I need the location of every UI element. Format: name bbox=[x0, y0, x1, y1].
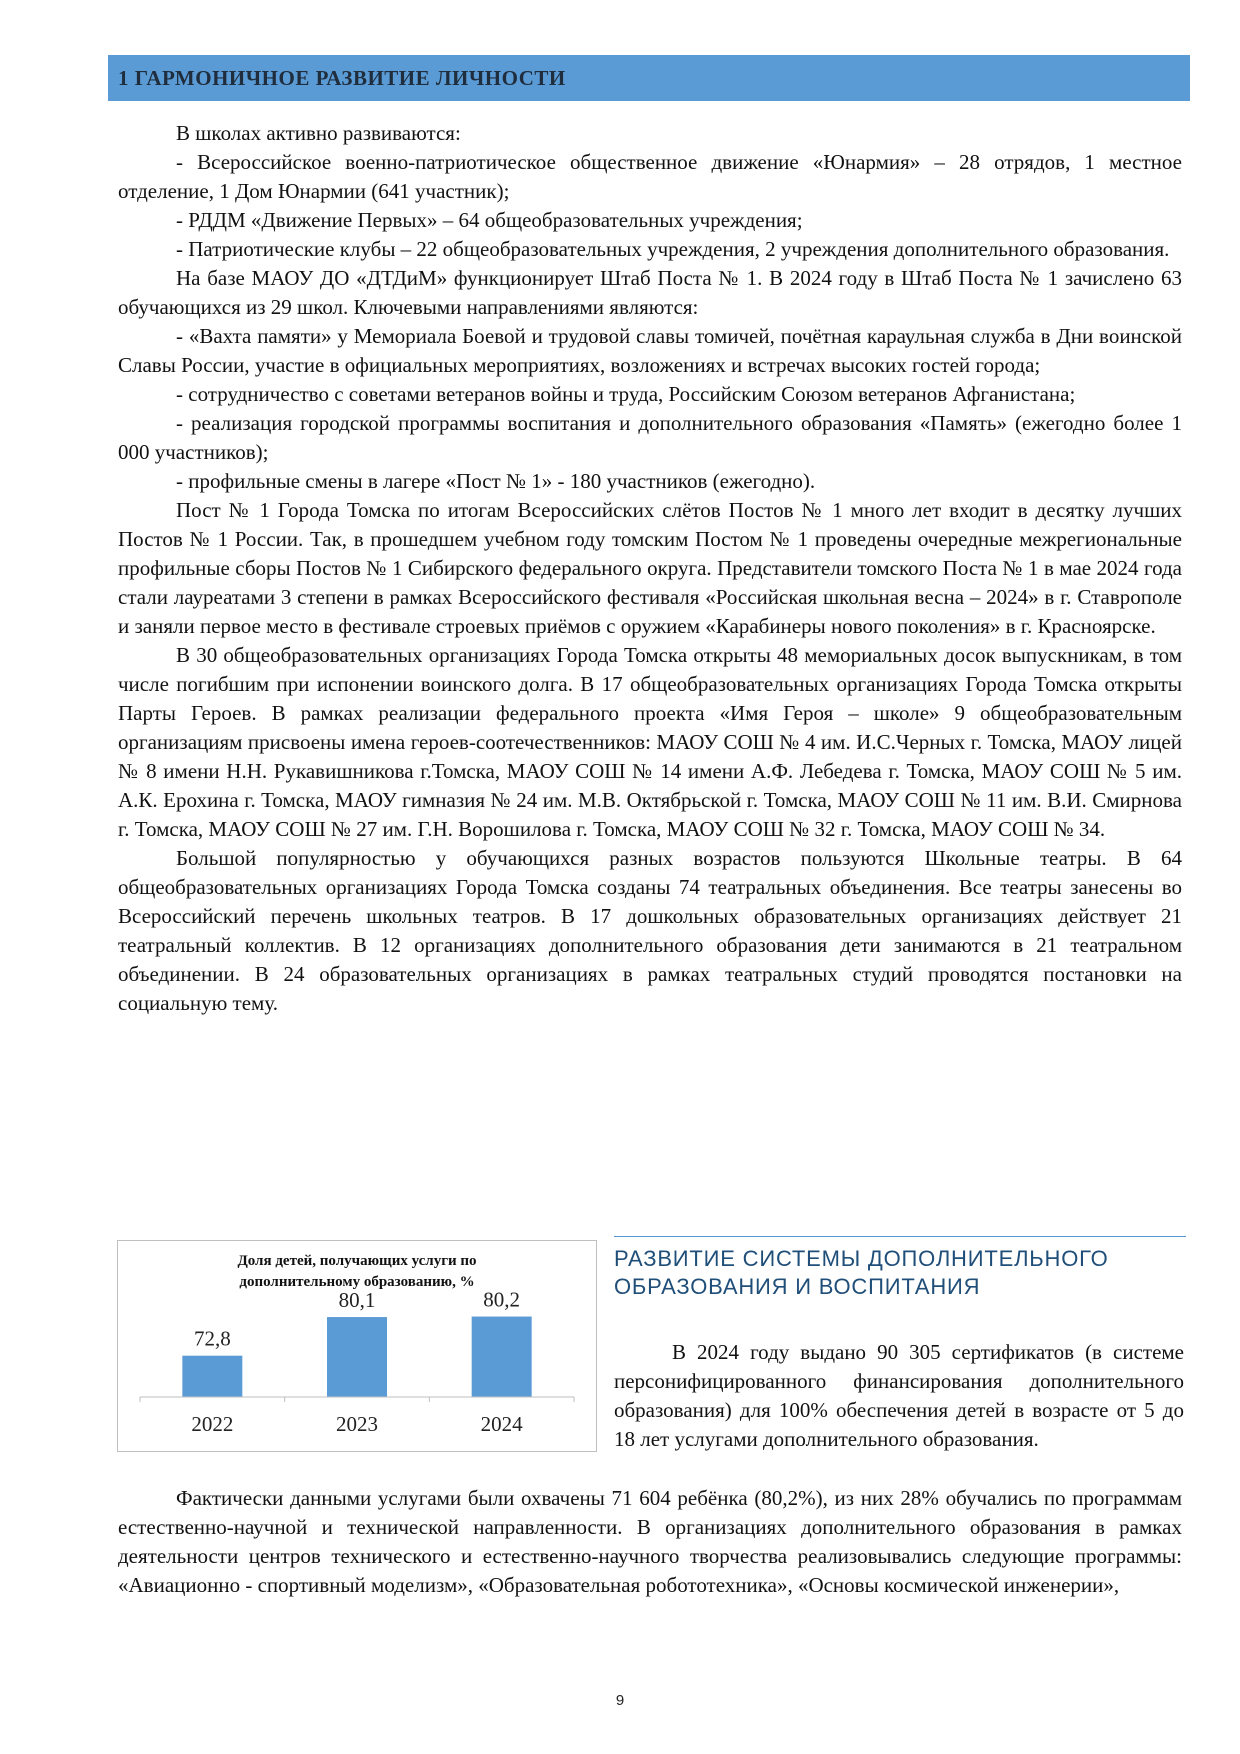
chart-bar bbox=[472, 1317, 532, 1397]
chart-category-label: 2022 bbox=[191, 1412, 234, 1436]
paragraph: - Патриотические клубы – 22 общеобразовательных учреждения, 2 учреждения дополнительного образования. bbox=[176, 237, 1170, 261]
paragraph: Фактически данными услугами были охвачены 71 604 ребёнка (80,2%), из них 28% обучались по программам естественно-научной и технической направленности. В организациях дополнительного образования в рамках деятельности центров технического и естественно-научного творчества реализовывались следующие программы: «Авиационно - спортивный моделизм», «Образовательная робототехника», «Основы космической инженерии», bbox=[118, 1486, 1182, 1597]
paragraph: Большой популярностью у обучающихся разных возрастов пользуются Школьные театры. В 64 общеобразовательных организациях Города Томска созданы 74 театральных объединения. Все театры занесены во Всероссийский перечень школьных театров. В 17 дошкольных образовательных организациях действует 21 театральный коллектив. В 12 организациях дополнительного образования дети занимаются в 21 театральном объединении. В 24 образовательных организациях в рамках театральных студий проводятся постановки на социальную тему. bbox=[118, 846, 1182, 1015]
paragraph: Пост № 1 Города Томска по итогам Всероссийских слётов Постов № 1 много лет входит в десятку лучших Постов № 1 России. Так, в прошедшем учебном году томским Постом № 1 проведены очередные межрегиональные профильные сборы Постов № 1 Сибирского федерального округа. Представители томского Поста № 1 в мае 2024 года стали лауреатами 3 степени в рамках Всероссийского фестиваля «Российская школьная весна – 2024» в г. Ставрополе и заняли первое место в фестивале строевых приёмов с оружием «Карабинеры нового поколения» в г. Красноярске. bbox=[118, 498, 1182, 638]
chart-title-line: дополнительному образованию, % bbox=[239, 1274, 475, 1290]
section-subheading: РАЗВИТИЕ СИСТЕМЫ ДОПОЛНИТЕЛЬНОГО ОБРАЗОВАНИЯ И ВОСПИТАНИЯ bbox=[614, 1236, 1186, 1301]
chart-title-line: Доля детей, получающих услуги по bbox=[237, 1253, 477, 1269]
bar-chart-svg bbox=[118, 1241, 596, 1451]
paragraph: - реализация городской программы воспитания и дополнительного образования «Память» (ежегодно более 1 000 участников); bbox=[118, 411, 1182, 464]
paragraph: На базе МАОУ ДО «ДТДиМ» функционирует Штаб Поста № 1. В 2024 году в Штаб Поста № 1 зачислено 63 обучающихся из 29 школ. Ключевыми направлениями являются: bbox=[118, 266, 1182, 319]
paragraph: - РДДМ «Движение Первых» – 64 общеобразовательных учреждения; bbox=[176, 208, 803, 232]
body-text-top bbox=[118, 119, 1182, 1018]
paragraph: - профильные смены в лагере «Пост № 1» - 180 участников (ежегодно). bbox=[176, 469, 816, 493]
section-header-title: 1 ГАРМОНИЧНОЕ РАЗВИТИЕ ЛИЧНОСТИ bbox=[118, 66, 566, 90]
chart-data-label: 72,8 bbox=[193, 1326, 231, 1351]
chart-category-label: 2024 bbox=[480, 1412, 523, 1436]
section-paragraph-wrap bbox=[614, 1338, 1184, 1454]
paragraph: - сотрудничество с советами ветеранов войны и труда, Российским Союзом ветеранов Афганистана; bbox=[176, 382, 1076, 406]
bar-chart bbox=[117, 1240, 597, 1452]
paragraph: - «Вахта памяти» у Мемориала Боевой и трудовой славы томичей, почётная караульная служба в Дни воинской Славы России, участие в официальных мероприятиях, возложениях и встречах высоких гостей города; bbox=[118, 324, 1182, 377]
page-number: 9 bbox=[615, 1692, 625, 1709]
chart-data-label: 80,2 bbox=[483, 1287, 521, 1312]
chart-bar bbox=[182, 1356, 242, 1397]
section-paragraph: В 2024 году выдано 90 305 сертификатов (в системе персонифицированного финансирования дополнительного образования) для 100% обеспечения детей в возрасте от 5 до 18 лет услугами дополнительного образования. bbox=[614, 1340, 1184, 1451]
chart-category-label: 2023 bbox=[336, 1412, 378, 1436]
paragraph: В 30 общеобразовательных организациях Города Томска открыты 48 мемориальных досок выпускникам, в том числе погибшим при испонении воинского долга. В 17 общеобразовательных организациях Города Томска открыты Парты Героев. В рамках реализации федерального проекта «Имя Героя – школе» 9 общеобразовательным организациям присвоены имена героев-соотечественников: МАОУ СОШ № 4 им. И.С.Черных г. Томска, МАОУ лицей № 8 имени Н.Н. Рукавишникова г.Томска, МАОУ СОШ № 14 имени А.Ф. Лебедева г. Томска, МАОУ СОШ № 5 им. А.К. Ерохина г. Томска, МАОУ гимназия № 24 им. М.В. Октябрьской г. Томска, МАОУ СОШ № 11 им. В.И. Смирнова г. Томска, МАОУ СОШ № 27 им. Г.Н. Ворошилова г. Томска, МАОУ СОШ № 32 г. Томска, МАОУ СОШ № 34. bbox=[118, 643, 1182, 841]
paragraph: - Всероссийское военно-патриотическое общественное движение «Юнармия» – 28 отрядов, 1 местное отделение, 1 Дом Юнармии (641 участник); bbox=[118, 150, 1182, 203]
chart-bar bbox=[327, 1317, 387, 1397]
chart-data-label: 80,1 bbox=[338, 1288, 376, 1313]
section-header-band bbox=[108, 55, 1190, 101]
body-text-bottom bbox=[118, 1484, 1182, 1600]
paragraph: В школах активно развиваются: bbox=[176, 121, 461, 145]
